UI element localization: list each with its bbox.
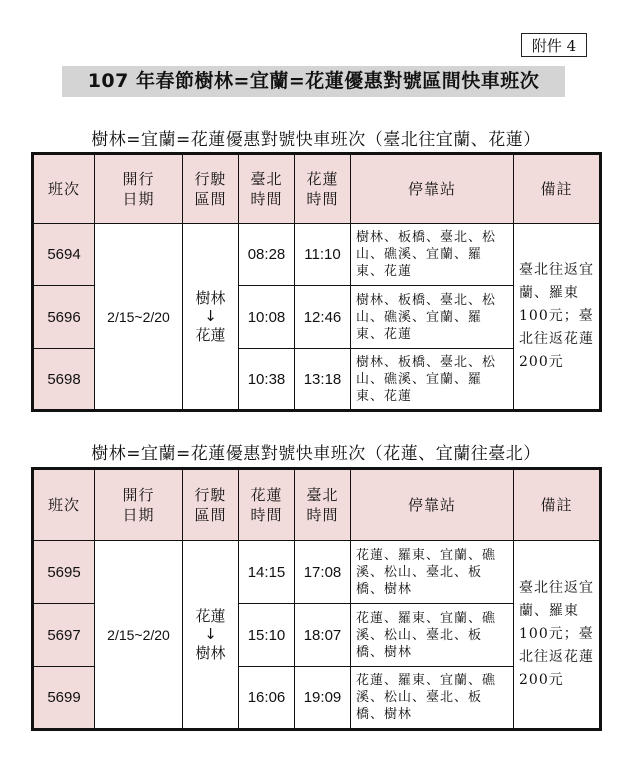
departure-time: 10:08 (239, 286, 295, 349)
header-time2: 花蓮 時間 (295, 154, 351, 224)
operating-period: 2/15~2/20 (95, 224, 183, 411)
header-train-no: 班次 (33, 469, 95, 541)
departure-time: 08:28 (239, 224, 295, 286)
down-arrow-icon: ↓ (204, 307, 217, 325)
train-number: 5696 (33, 286, 95, 349)
northbound-caption: 樹林=宜蘭=花蓮優惠對號快車班次（花蓮、宜蘭往臺北） (91, 444, 541, 464)
header-row (33, 154, 601, 224)
train-number: 5697 (33, 604, 95, 667)
table-row (33, 541, 601, 604)
stops-list: 花蓮、羅東、宜蘭、礁溪、松山、臺北、板橋、樹林 (351, 604, 514, 667)
southbound-caption: 樹林=宜蘭=花蓮優惠對號快車班次（臺北往宜蘭、花蓮） (91, 130, 541, 150)
northbound-table (31, 467, 602, 731)
departure-time: 10:38 (239, 349, 295, 411)
header-period: 開行 日期 (95, 154, 183, 224)
header-note: 備註 (514, 469, 601, 541)
header-stops: 停靠站 (351, 469, 514, 541)
train-number: 5699 (33, 667, 95, 730)
train-number: 5698 (33, 349, 95, 411)
stops-list: 樹林、板橋、臺北、松山、礁溪、宜蘭、羅東、花蓮 (351, 349, 514, 411)
operating-period: 2/15~2/20 (95, 541, 183, 730)
header-time2: 臺北 時間 (295, 469, 351, 541)
southbound-table (31, 152, 602, 412)
route-section: 花蓮 ↓ 樹林 (183, 541, 239, 730)
fare-note: 臺北往返宜蘭、羅東 100元；臺北往返花蓮 200元 (514, 224, 601, 411)
header-note: 備註 (514, 154, 601, 224)
table-row (33, 224, 601, 286)
stops-list: 樹林、板橋、臺北、松山、礁溪、宜蘭、羅東、花蓮 (351, 224, 514, 286)
header-time1: 花蓮 時間 (239, 469, 295, 541)
attachment-label: 附件 4 (521, 33, 587, 57)
header-train-no: 班次 (33, 154, 95, 224)
route-section: 樹林 ↓ 花蓮 (183, 224, 239, 411)
arrival-time: 13:18 (295, 349, 351, 411)
arrival-time: 11:10 (295, 224, 351, 286)
arrival-time: 18:07 (295, 604, 351, 667)
stops-list: 花蓮、羅東、宜蘭、礁溪、松山、臺北、板橋、樹林 (351, 667, 514, 730)
departure-time: 15:10 (239, 604, 295, 667)
arrival-time: 19:09 (295, 667, 351, 730)
arrival-time: 12:46 (295, 286, 351, 349)
departure-time: 16:06 (239, 667, 295, 730)
stops-list: 花蓮、羅東、宜蘭、礁溪、松山、臺北、板橋、樹林 (351, 541, 514, 604)
down-arrow-icon: ↓ (204, 625, 217, 643)
train-number: 5694 (33, 224, 95, 286)
header-time1: 臺北 時間 (239, 154, 295, 224)
document-title: 107 年春節樹林=宜蘭=花蓮優惠對號區間快車班次 (62, 66, 565, 97)
header-section: 行駛 區間 (183, 469, 239, 541)
header-stops: 停靠站 (351, 154, 514, 224)
arrival-time: 17:08 (295, 541, 351, 604)
departure-time: 14:15 (239, 541, 295, 604)
header-section: 行駛 區間 (183, 154, 239, 224)
header-period: 開行 日期 (95, 469, 183, 541)
fare-note: 臺北往返宜蘭、羅東 100元；臺北往返花蓮 200元 (514, 541, 601, 730)
stops-list: 樹林、板橋、臺北、松山、礁溪、宜蘭、羅東、花蓮 (351, 286, 514, 349)
header-row (33, 469, 601, 541)
train-number: 5695 (33, 541, 95, 604)
